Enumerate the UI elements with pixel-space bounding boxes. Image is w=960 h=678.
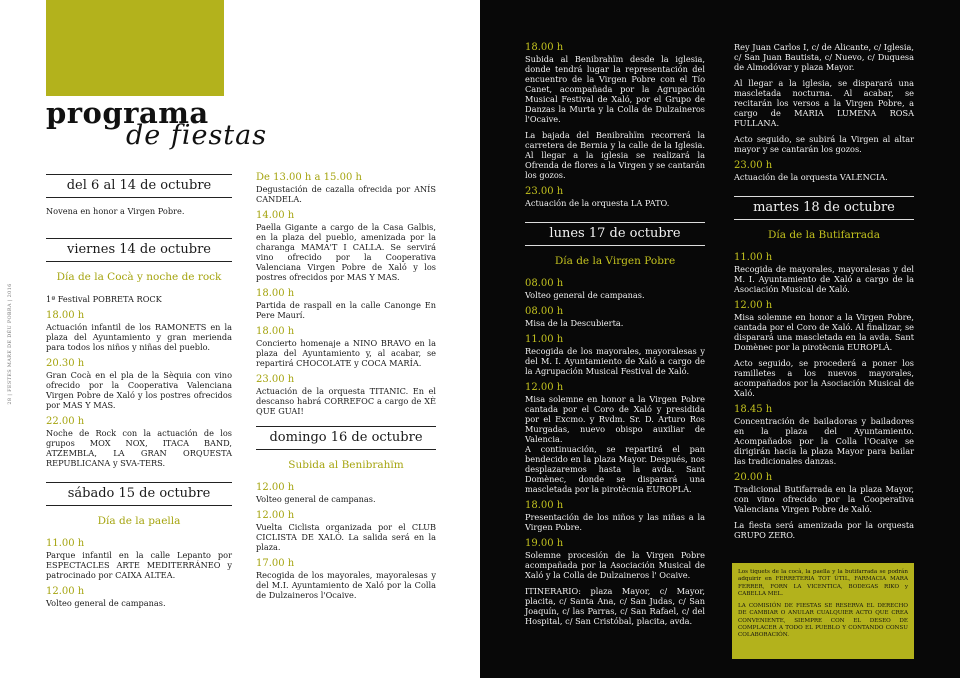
event-text: Misa solemne en honor a la Virgen Pobre cantada por el Coro de Xaló y presidida por el Excmo. y Rvdm. Sr. D. Arturo Ros Murgadas, nuevo obispo auxiliar de Valencia.: [525, 394, 705, 444]
disclaimer-text: LA COMISIÓN DE FIESTAS SE RESERVA EL DERECHO DE CAMBIAR O ANULAR CUALQUIER ACTO QUE CREA CONVENIENTE, SIEMPRE CON EL DESEO DE COMPLACER A TODO EL PUEBLO Y CONTANDO CONSU COLABORACIÓN.: [738, 603, 908, 639]
event-text: Actuación de la orquesta TITANIC. En el descanso habrá CORREFOC a cargo de XÈ QUE GUAI!: [256, 386, 436, 416]
event-time: 23.00 h: [256, 374, 295, 385]
event-time: 18.00 h: [525, 500, 564, 511]
column-3: [525, 42, 705, 632]
event-text: Tradicional Butifarrada en la plaza Mayor, con vino ofrecido por la Cooperativa Valenciana Virgen Pobre de Xaló.: [734, 484, 914, 514]
event-text: Noche de Rock con la actuación de los grupos MOX NOX, ITACA BAND, ATZEMBLA, LA GRAN ORQUESTA REPUBLICANA y SVA-TERS.: [46, 428, 232, 468]
event-time: 12.00 h: [734, 300, 773, 311]
event-text: Concentración de bailadoras y bailadores en la plaza del Ayuntamiento. Acompañados por la Colla l'Ocaive se dirigirán hacia la plaza Mayor para bailar las tradicionales danzas.: [734, 416, 914, 466]
event-time: 18.00 h: [256, 326, 295, 337]
event-time: 23.00 h: [734, 160, 773, 171]
event-text: Actuación infantil de los RAMONETS en la plaza del Ayuntamiento y gran merienda para todos los niños y niñas del pueblo.: [46, 322, 232, 352]
column-2: [256, 172, 436, 606]
header-color-block: [46, 0, 224, 96]
event-text: ITINERARIO: plaza Mayor, c/ Mayor, placita, c/ Santa Ana, c/ San Judas, c/ San Joaquín, c/ las Parras, c/ San Rafael, c/ del Hospital, c/ San Cristóbal, placita, avda.: [525, 586, 705, 626]
event-time: 20.30 h: [46, 358, 85, 369]
event-time: 17.00 h: [256, 558, 295, 569]
event-text: Actuación de la orquesta LA PATO.: [525, 198, 670, 208]
event-text: Parque infantil en la calle Lepanto por ESPECTACLES ARTE MEDITERRÁNEO y patrocinado por CAIXA ALTEA.: [46, 550, 232, 580]
day-heading: viernes 14 de octubre: [46, 238, 232, 262]
event-text: Recogida de mayorales, mayoralesas y del M. I. Ayuntamiento de Xaló a cargo de la Asociación Musical de Xaló.: [734, 264, 914, 294]
event-time: 22.00 h: [46, 416, 85, 427]
event-time: 12.00 h: [256, 482, 295, 493]
page-title: programa: [46, 96, 209, 130]
side-running-label: 28 | FESTES MARE DE DÉU POBRA | 2016: [7, 283, 13, 405]
event-time: 23.00 h: [525, 186, 564, 197]
event-time: 11.00 h: [734, 252, 773, 263]
page-subtitle: de fiestas: [126, 120, 268, 151]
event-text: Al llegar a la iglesia, se disparará una mascletada nocturna. Al acabar, se recitarán los versos a la Virgen Pobre, a cargo de MARIA LUMENA ROSA FULLANA.: [734, 78, 914, 128]
event-text: Gran Cocà en el pla de la Sèquia con vino ofrecido por la Cooperativa Valenciana Virgen Pobre de Xaló y los postres ofrecidos por MAS Y MAS.: [46, 370, 232, 410]
event-time: De 13.00 h a 15.00 h: [256, 172, 362, 183]
day-subtitle: Subida al Benibrahïm: [288, 459, 404, 471]
event-time: 12.00 h: [525, 382, 564, 393]
event-time: 11.00 h: [46, 538, 85, 549]
event-text: Actuación de la orquesta VALENCIA.: [734, 172, 888, 182]
event-time: 12.00 h: [46, 586, 85, 597]
ticket-info-box: [732, 563, 914, 659]
event-text: A continuación, se repartirá el pan bendecido en la plaza Mayor. Después, nos desplazaremos hasta la avda. Sant Domènec, donde se disparará una mascletada por la pirotècnia EUROPLÀ.: [525, 444, 705, 494]
event-text: La bajada del Benibrahïm recorrerá la carretera de Bernia y la calle de la Iglesia. Al llegar a la iglesia se realizará la Ofrenda de flores a la Virgen y se cantarán los gozos.: [525, 130, 705, 180]
day-subtitle: Día de la Virgen Pobre: [554, 255, 676, 267]
event-text: Paella Gigante a cargo de la Casa Galbis, en la plaza del pueblo, amenizada por la charanga MAMA'T I CALLA. Se servirá vino ofrecido por la Cooperativa Valenciana Virgen Pobre de Xaló y los postres ofrecidos por MAS Y MAS.: [256, 222, 436, 282]
event-time: 18.00 h: [525, 42, 564, 53]
event-time: 08.00 h: [525, 278, 564, 289]
event-text: Partida de raspall en la calle Canonge En Pere Maurí.: [256, 300, 436, 320]
day-subtitle: Día de la Cocà y noche de rock: [56, 271, 222, 283]
event-text: Subida al Benibrahïm desde la iglesia, donde tendrá lugar la representación del encuentro de la Virgen Pobre con el Tío Canet, acompañada por la Agrupación Musical Festival de Xaló, por el Grupo de Danzas la Murta y la Colla de Dulzaineros l'Ocaive.: [525, 54, 705, 124]
event-time: 12.00 h: [256, 510, 295, 521]
event-time: 19.00 h: [525, 538, 564, 549]
day-heading: sábado 15 de octubre: [46, 482, 232, 506]
event-text: Volteo general de campanas.: [525, 290, 645, 300]
event-text: Recogida de los mayorales, mayoralesas y del M.I. Ayuntamiento de Xaló por la Colla de Dulzaineros l'Ocaive.: [256, 570, 436, 600]
event-text: Acto seguido, se procederá a poner los ramilletes a los nuevos mayorales, acompañados por la Asociación Musical de Xaló.: [734, 358, 914, 398]
event-text: Recogida de los mayorales, mayoralesas y del M. I. Ayuntamiento de Xaló a cargo de la Agrupación Musical Festival de Xaló.: [525, 346, 705, 376]
ticket-info-text: Los tiquets de la cocà, la paella y la butifarrada se podrán adquirir en FERRETERIA TOT ÚTIL, FARMACIA MARA FERRER, FORN LA VICENTICA, BODEGAS RIKO y CABELLA MEL.: [738, 569, 908, 597]
event-text: Volteo general de campanas.: [256, 494, 376, 504]
event-text: La fiesta será amenizada por la orquesta GRUPO ZERO.: [734, 520, 914, 540]
column-4: [734, 42, 914, 546]
event-text: Concierto homenaje a NINO BRAVO en la plaza del Ayuntamiento y, al acabar, se repartirá CHOCOLATE y COCA MARÍA.: [256, 338, 436, 368]
event-time: 18.00 h: [256, 288, 295, 299]
event-text: Degustación de cazalla ofrecida por ANÍS CANDELA.: [256, 184, 436, 204]
event-text: Volteo general de campanas.: [46, 598, 166, 608]
column-1: [46, 168, 232, 614]
event-text: Presentación de los niños y las niñas a la Virgen Pobre.: [525, 512, 705, 532]
event-time: 18.00 h: [46, 310, 85, 321]
event-text: Misa de la Descubierta.: [525, 318, 624, 328]
day-heading: domingo 16 de octubre: [256, 426, 436, 450]
day-heading: lunes 17 de octubre: [525, 222, 705, 246]
event-text: 1ª Festival POBRETA ROCK: [46, 294, 162, 304]
event-text: Rey Juan Carlos I, c/ de Alicante, c/ Iglesia, c/ San Juan Bautista, c/ Nuevo, c/ Duquesa de Almodóvar y plaza Mayor.: [734, 42, 914, 72]
event-time: 08.00 h: [525, 306, 564, 317]
day-heading: del 6 al 14 de octubre: [46, 174, 232, 198]
event-text: Solemne procesión de la Virgen Pobre acompañada por la Asociación Musical de Xaló y la Colla de Dulzaineros l' Ocaive.: [525, 550, 705, 580]
event-text: Novena en honor a Virgen Pobre.: [46, 206, 185, 216]
event-time: 20.00 h: [734, 472, 773, 483]
day-subtitle: Día de la paella: [97, 515, 181, 527]
event-time: 11.00 h: [525, 334, 564, 345]
day-heading: martes 18 de octubre: [734, 196, 914, 220]
day-subtitle: Día de la Butifarrada: [767, 229, 881, 241]
event-text: Acto seguido, se subirá la Virgen al altar mayor y se cantarán los gozos.: [734, 134, 914, 154]
event-time: 14.00 h: [256, 210, 295, 221]
event-text: Vuelta Ciclista organizada por el CLUB CICLISTA DE XALÓ. La salida será en la plaza.: [256, 522, 436, 552]
event-time: 18.45 h: [734, 404, 773, 415]
event-text: Misa solemne en honor a la Virgen Pobre, cantada por el Coro de Xaló. Al finalizar, se disparará una mascletada en la avda. Sant Domènec por la pirotècnia EUROPLÀ.: [734, 312, 914, 352]
